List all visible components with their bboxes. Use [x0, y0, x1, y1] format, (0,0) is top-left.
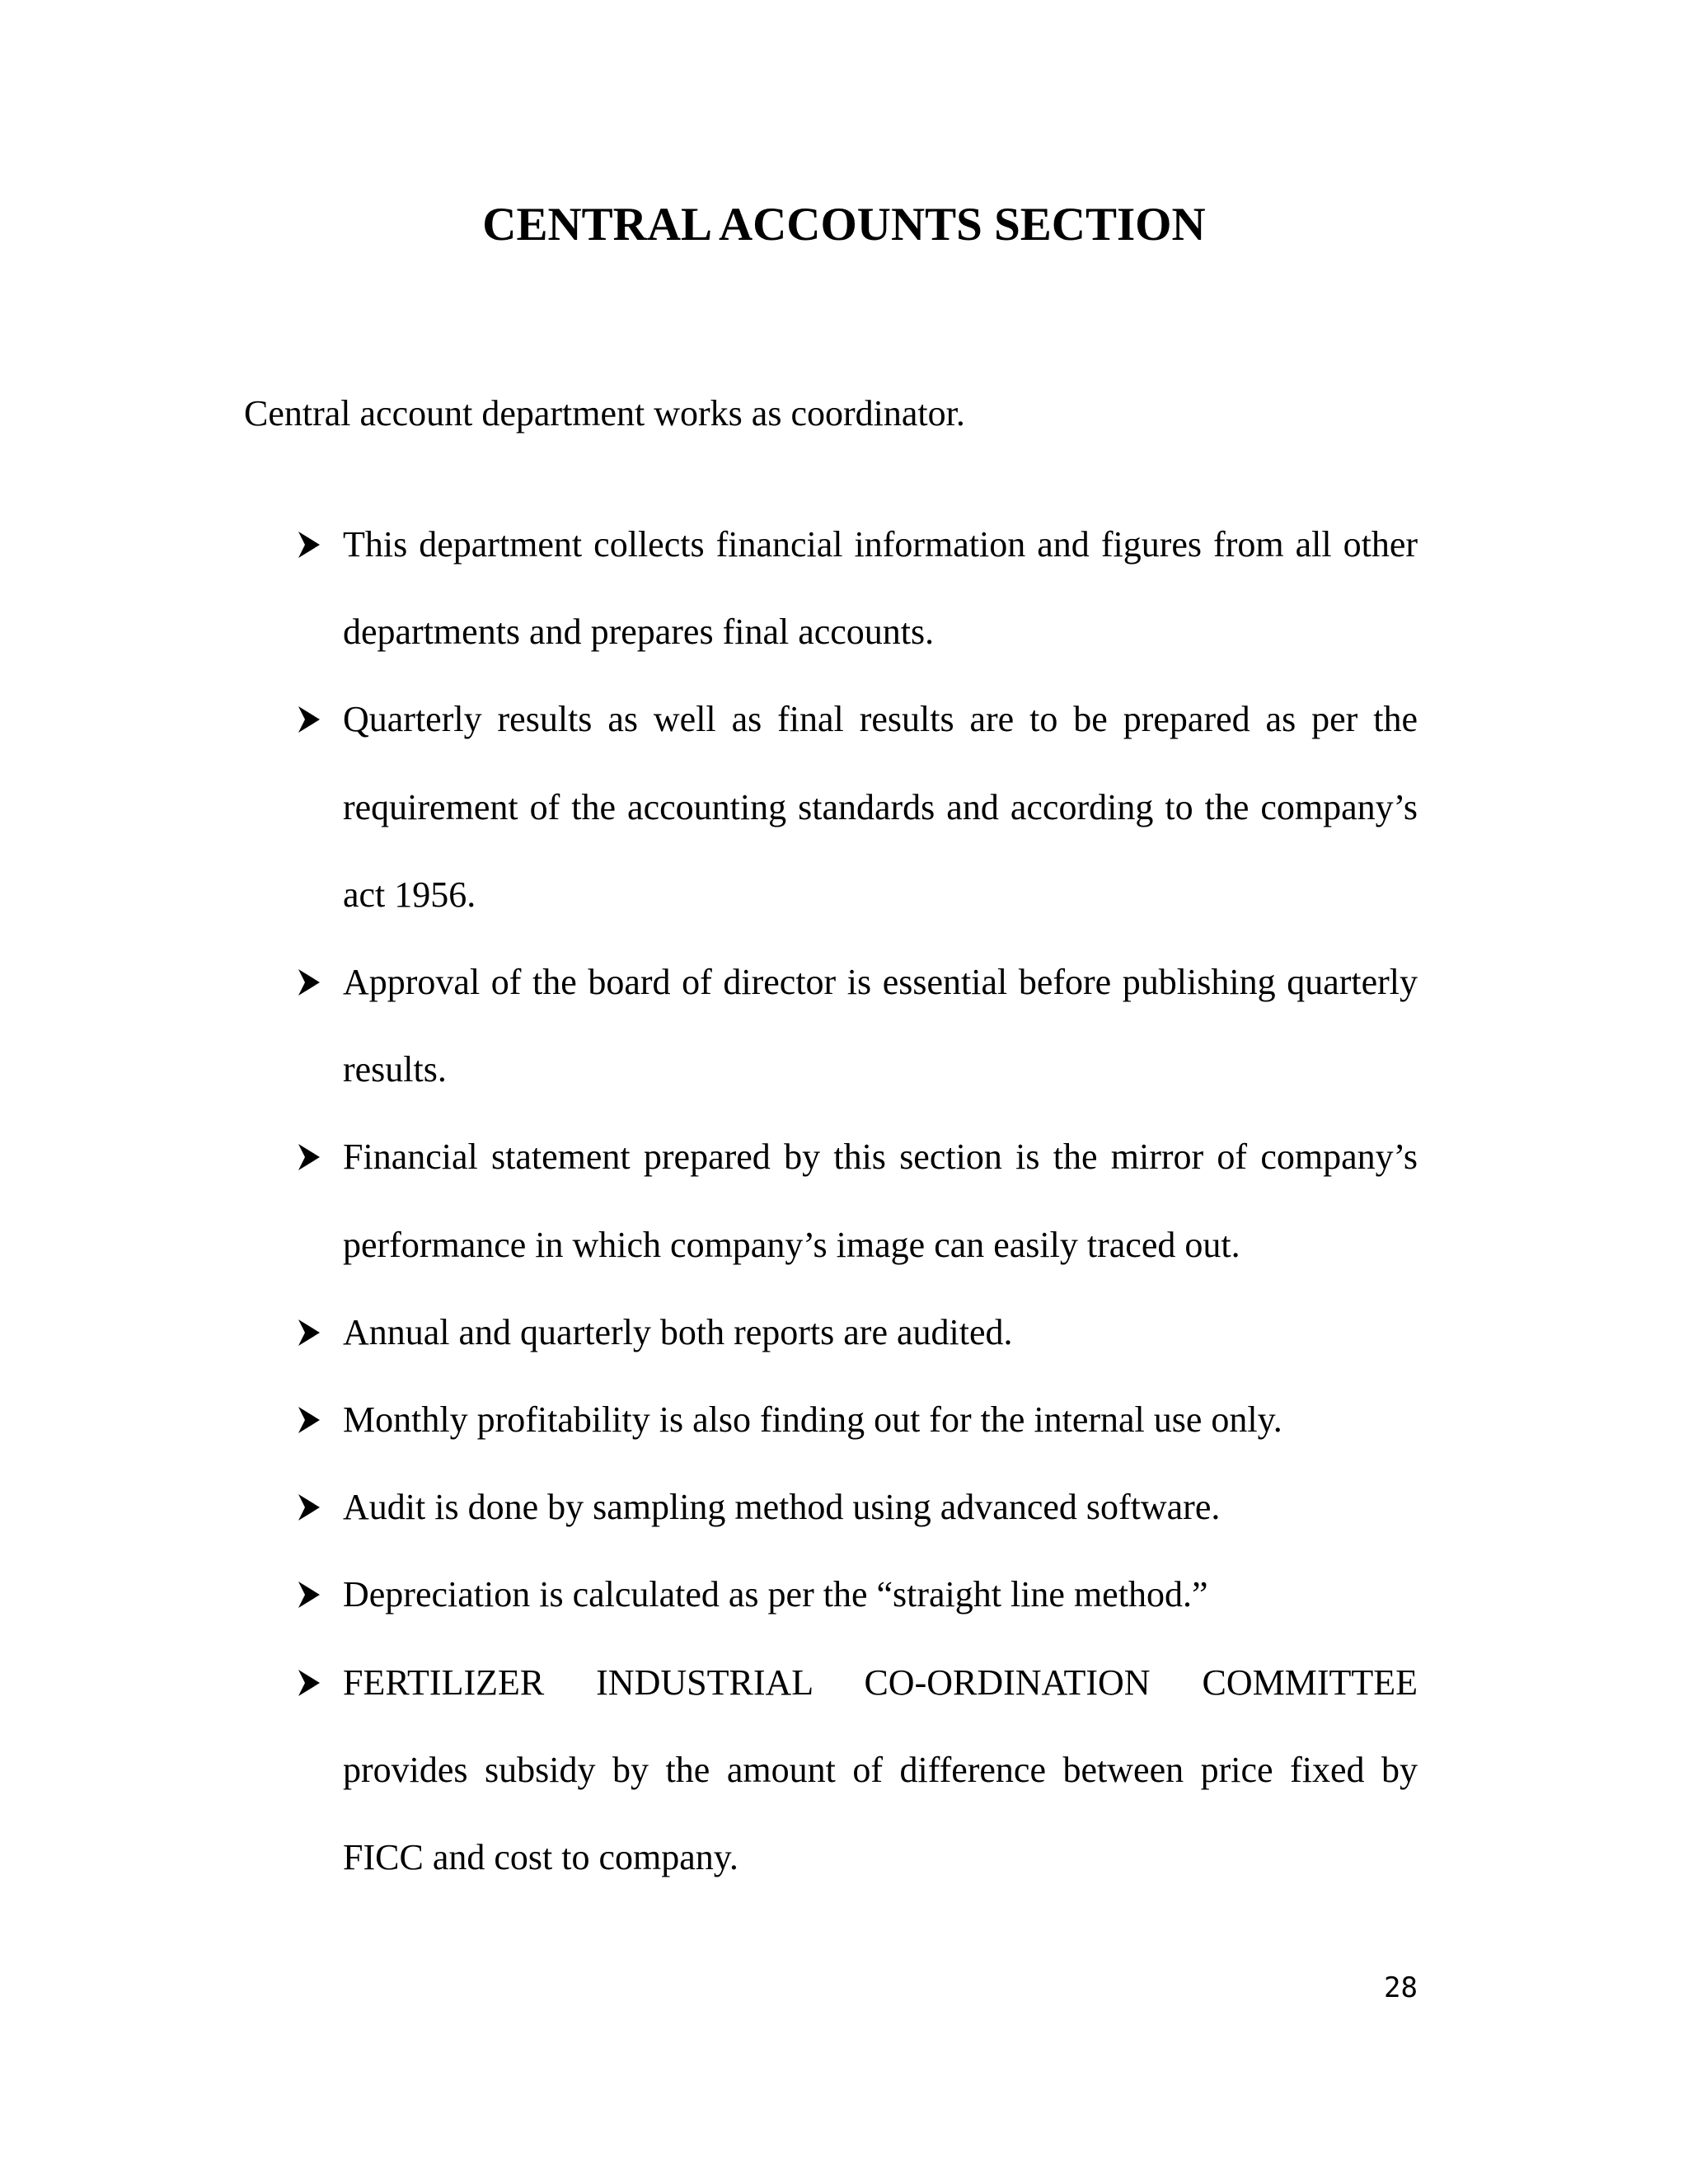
arrow-bullet-icon — [297, 1406, 321, 1434]
list-item-text: Quarterly results as well as final results are to be prepared as per the requirement of the accounting standards and according to the company’s act 1956. — [343, 699, 1418, 915]
page-number: 28 — [1384, 1971, 1418, 2004]
arrow-bullet-icon — [297, 531, 321, 559]
list-item-text: Monthly profitability is also finding out for the internal use only. — [343, 1399, 1282, 1441]
arrow-bullet-icon — [297, 968, 321, 996]
arrow-bullet-icon — [297, 1493, 321, 1521]
list-item — [297, 1464, 1418, 1551]
list-item-text: FERTILIZER INDUSTRIAL CO-ORDINATION COMMITTEE provides subsidy by the amount of difference between price fixed by FICC and cost to company. — [343, 1661, 1418, 1878]
list-item — [297, 1639, 1418, 1902]
list-item-text: Depreciation is calculated as per the “straight line method.” — [343, 1574, 1208, 1615]
list-item — [297, 939, 1418, 1113]
list-item — [297, 1113, 1418, 1288]
list-item — [297, 1551, 1418, 1638]
list-item-text: Approval of the board of director is essential before publishing quarterly results. — [343, 962, 1418, 1090]
arrow-bullet-icon — [297, 1143, 321, 1171]
arrow-bullet-icon — [297, 1319, 321, 1347]
page-title: CENTRAL ACCOUNTS SECTION — [482, 199, 1206, 251]
arrow-bullet-icon — [297, 1581, 321, 1609]
intro-paragraph: Central account department works as coordinator. — [244, 393, 965, 434]
list-item-text: This department collects financial information and figures from all other departments and prepares final accounts. — [343, 524, 1418, 653]
arrow-bullet-icon — [297, 705, 321, 733]
list-item — [297, 501, 1418, 676]
list-item-text: Annual and quarterly both reports are audited. — [343, 1311, 1013, 1352]
list-item-text: Financial statement prepared by this section is the mirror of company’s performance in which company’s image can easily traced out. — [343, 1137, 1418, 1265]
list-item — [297, 1376, 1418, 1464]
list-item-text: Audit is done by sampling method using advanced software. — [343, 1487, 1221, 1528]
list-item — [297, 676, 1418, 939]
list-item — [297, 1289, 1418, 1376]
bullet-list — [297, 501, 1418, 1901]
arrow-bullet-icon — [297, 1669, 321, 1697]
